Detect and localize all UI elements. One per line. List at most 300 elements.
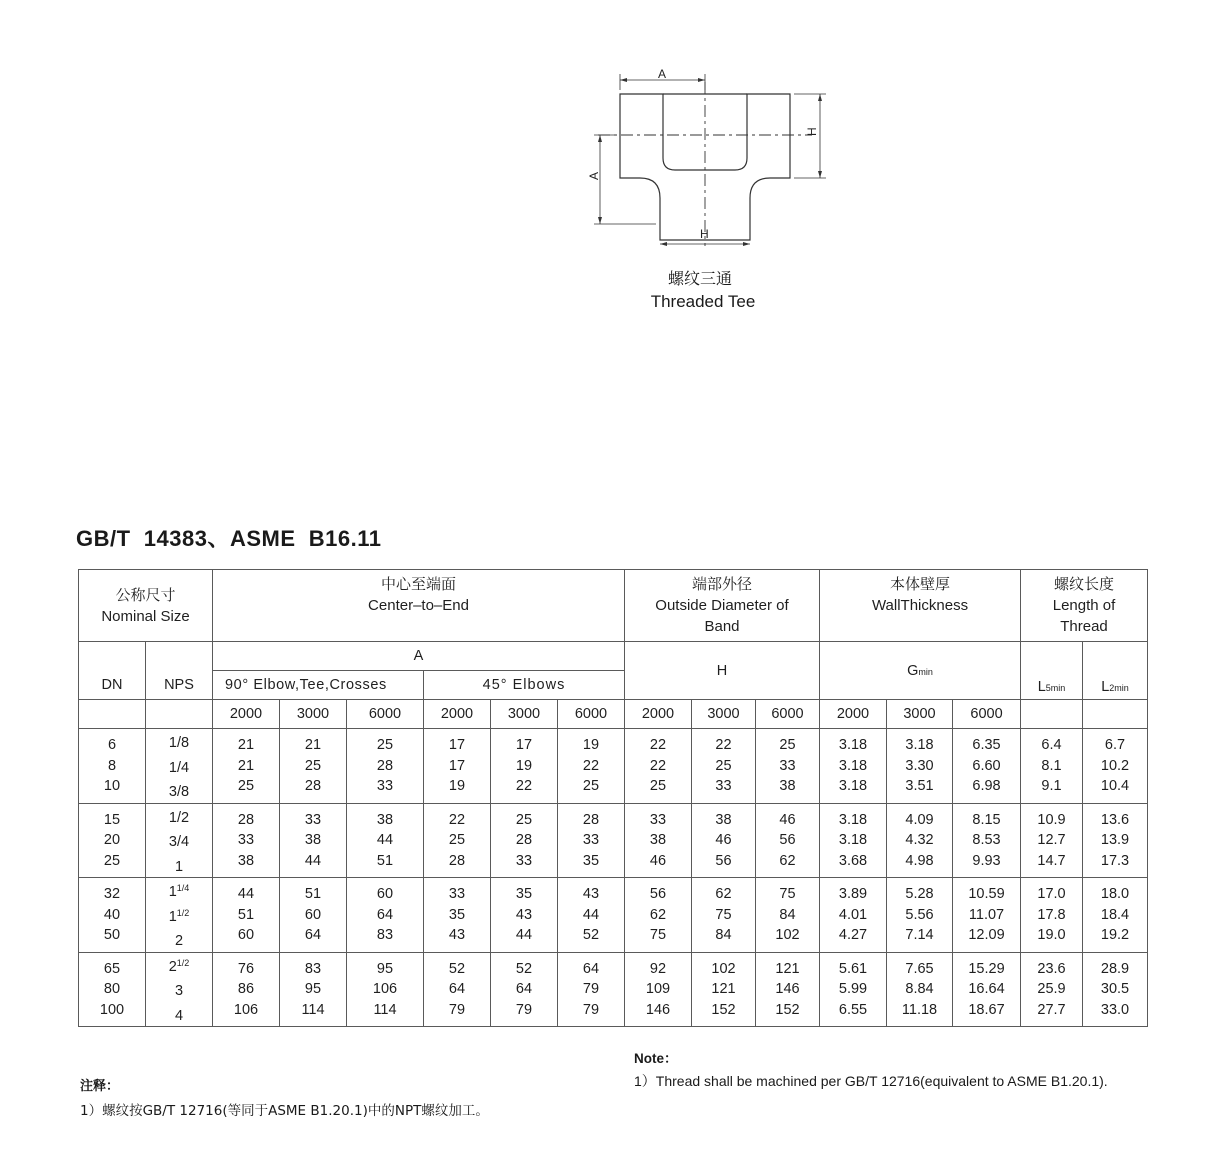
l2-subscript: 2min (1109, 683, 1129, 693)
header-wall-cn: 本体壁厚 (890, 575, 951, 593)
cell-g-3000 (887, 729, 953, 804)
cell-h-6000 (756, 729, 820, 804)
cell-g-2000 (820, 878, 887, 953)
cell-a90-2000 (213, 952, 280, 1027)
nps-value (146, 878, 212, 903)
value: 17 (515, 737, 533, 753)
value: 79 (515, 1001, 533, 1018)
header-g-min (820, 642, 1021, 700)
value: 18.4 (1100, 906, 1130, 923)
cell-nps (146, 803, 213, 878)
value: 121 (775, 960, 800, 977)
cell-dn (79, 729, 146, 804)
value: 27.7 (1037, 1001, 1066, 1018)
value: 64 (376, 906, 394, 923)
value: 22 (582, 757, 600, 774)
value: 106 (233, 1001, 259, 1018)
cell-a90-6000 (347, 952, 424, 1027)
class-header: 2000 (424, 700, 491, 729)
value: 62 (649, 906, 667, 923)
value: 114 (373, 1001, 397, 1018)
value: 8.53 (972, 832, 1001, 848)
class-header: 2000 (213, 700, 280, 729)
header-wall-thickness (820, 570, 1021, 642)
value: 109 (645, 981, 671, 997)
header-elbow-45: 45° Elbows (424, 671, 625, 700)
value: 33 (237, 832, 255, 848)
value: 11.18 (901, 1001, 938, 1018)
cell-a45-3000 (491, 878, 558, 953)
nps-fraction: 1/2 (176, 957, 190, 968)
value: 4.09 (905, 811, 934, 828)
value: 64 (515, 981, 533, 997)
l2-letter: L (1101, 679, 1110, 695)
value: 22 (448, 811, 466, 828)
note-heading-chinese: 注释： (80, 1079, 120, 1094)
value: 15.29 (968, 960, 1005, 977)
value: 76 (237, 960, 255, 977)
value: 9.1 (1041, 778, 1062, 794)
value: 7.14 (905, 927, 934, 943)
nps-whole: 1/4 (168, 759, 190, 776)
class-header: 2000 (625, 700, 692, 729)
value: 51 (304, 886, 322, 902)
cell-l5 (1021, 878, 1083, 953)
cell-dn (79, 803, 146, 878)
value: 9.93 (972, 852, 1001, 869)
cell-a90-3000 (280, 803, 347, 878)
value: 7.65 (905, 960, 934, 977)
class-empty-l5 (1021, 700, 1083, 729)
cell-h-3000 (692, 803, 756, 878)
cell-g-6000 (953, 952, 1021, 1027)
cell-h-6000 (756, 803, 820, 878)
value: 38 (376, 811, 394, 828)
value: 28 (304, 778, 322, 794)
header-nps: NPS (146, 642, 213, 700)
value: 6.35 (972, 737, 1001, 753)
class-header: 6000 (558, 700, 625, 729)
value: 28.9 (1100, 960, 1130, 977)
cell-h-6000 (756, 952, 820, 1027)
value: 4.98 (905, 852, 934, 869)
value: 121 (711, 981, 736, 997)
cell-a90-3000 (280, 952, 347, 1027)
note-heading-english: Note： (634, 1051, 678, 1066)
value: 83 (304, 960, 322, 977)
value: 146 (775, 981, 800, 997)
value: 10.2 (1100, 757, 1130, 774)
cell-a45-3000 (491, 803, 558, 878)
value: 21 (237, 737, 255, 753)
value: 17.8 (1037, 906, 1066, 923)
value: 3.18 (905, 737, 934, 753)
cell-g-2000 (820, 729, 887, 804)
cell-h-2000 (625, 803, 692, 878)
value: 51 (376, 852, 394, 869)
class-header: 6000 (347, 700, 424, 729)
dim-a-left-label: A (587, 171, 601, 180)
value: 25 (304, 757, 322, 774)
nps-value (146, 729, 212, 754)
value: 114 (301, 1001, 325, 1018)
value: 152 (775, 1001, 800, 1018)
value: 43 (448, 927, 466, 943)
value: 65 (103, 960, 121, 977)
value: 22 (515, 778, 533, 794)
value: 5.99 (838, 981, 868, 997)
value: 13.6 (1100, 811, 1130, 828)
value: 62 (779, 852, 796, 869)
value: 84 (715, 927, 732, 943)
caption-english: Threaded Tee (650, 292, 756, 311)
cell-a45-3000 (491, 729, 558, 804)
value: 6.7 (1104, 737, 1126, 753)
value: 46 (779, 811, 796, 828)
header-outside-diameter (625, 570, 820, 642)
cell-l2 (1083, 878, 1148, 953)
value: 79 (448, 1001, 466, 1018)
header-a: A (213, 642, 625, 671)
cell-a90-2000 (213, 803, 280, 878)
cell-g-6000 (953, 803, 1021, 878)
cell-dn (79, 952, 146, 1027)
value: 19.0 (1037, 927, 1066, 943)
cell-g-2000 (820, 952, 887, 1027)
nps-whole: 4 (174, 1007, 184, 1024)
value: 152 (711, 1001, 736, 1018)
value: 28 (376, 757, 394, 774)
value: 30.5 (1100, 981, 1130, 997)
value: 52 (582, 927, 600, 943)
value: 4.01 (838, 906, 868, 923)
size-group-row (79, 878, 1148, 953)
value: 4.32 (905, 832, 934, 848)
cell-l2 (1083, 952, 1148, 1027)
value: 25 (582, 778, 600, 794)
cell-g-3000 (887, 803, 953, 878)
nps-fraction: 1/2 (176, 907, 190, 918)
class-header: 3000 (887, 700, 953, 729)
header-center-to-end (213, 570, 625, 642)
nps-whole: 2 (168, 958, 177, 975)
value: 28 (237, 811, 255, 828)
value: 64 (304, 927, 322, 943)
header-thread-cn: 螺纹长度 (1054, 575, 1115, 593)
value: 60 (376, 886, 394, 902)
value: 75 (649, 927, 667, 943)
value: 28 (515, 832, 533, 848)
header-wall-en: WallThickness (871, 597, 969, 614)
value: 92 (649, 960, 667, 977)
nps-value (146, 804, 212, 829)
value: 25 (103, 852, 121, 869)
cell-a90-2000 (213, 878, 280, 953)
cell-dn (79, 878, 146, 953)
class-empty-dn (79, 700, 146, 729)
value: 46 (649, 852, 667, 869)
value: 8.15 (972, 811, 1001, 828)
value: 33 (649, 811, 667, 828)
header-dn: DN (79, 642, 146, 700)
value: 21 (304, 737, 322, 753)
header-nominal-en: Nominal Size (101, 607, 190, 625)
value: 33 (304, 811, 322, 828)
value: 44 (304, 852, 322, 869)
dim-a-top-label: A (658, 67, 667, 81)
cell-nps (146, 878, 213, 953)
value: 35 (582, 852, 600, 869)
cell-h-3000 (692, 878, 756, 953)
value: 22 (715, 737, 732, 753)
cell-g-3000 (887, 952, 953, 1027)
value: 38 (715, 811, 732, 828)
value: 33 (582, 832, 600, 848)
value: 5.56 (905, 906, 934, 923)
value: 8.84 (905, 981, 934, 997)
header-outside-cn: 端部外径 (691, 575, 752, 593)
header-thread-length (1021, 570, 1148, 642)
header-h: H (625, 642, 820, 700)
value: 25 (376, 737, 394, 753)
value: 5.61 (838, 960, 868, 977)
class-header: 3000 (280, 700, 347, 729)
note-text-english: 1）Thread shall be machined per GB/T 12716(equivalent to ASME B1.20.1). (634, 1073, 1108, 1089)
cell-g-6000 (953, 878, 1021, 953)
value: 4.27 (838, 927, 868, 943)
nps-whole: 3/4 (168, 834, 190, 850)
value: 3.18 (838, 778, 868, 794)
value: 33 (779, 757, 796, 774)
value: 19 (582, 737, 600, 753)
cell-a45-2000 (424, 952, 491, 1027)
value: 21 (237, 757, 255, 774)
value: 25 (715, 757, 732, 774)
value: 17 (448, 737, 466, 753)
value: 86 (237, 981, 255, 997)
value: 14.7 (1037, 852, 1066, 869)
value: 17.0 (1037, 886, 1066, 902)
cell-l2 (1083, 803, 1148, 878)
value: 32 (103, 886, 121, 902)
cell-a45-6000 (558, 952, 625, 1027)
nps-whole: 2 (174, 933, 184, 949)
cell-a45-6000 (558, 878, 625, 953)
class-header: 3000 (491, 700, 558, 729)
nps-value (146, 828, 212, 853)
value: 38 (237, 852, 255, 869)
nps-value (146, 903, 212, 928)
nps-value (146, 953, 212, 978)
value: 17.3 (1100, 852, 1130, 869)
nps-whole: 3/8 (168, 784, 190, 800)
cell-g-2000 (820, 803, 887, 878)
header-center-cn: 中心至端面 (380, 575, 456, 593)
value: 33 (515, 852, 533, 869)
value: 100 (99, 1001, 125, 1018)
value: 79 (582, 1001, 600, 1018)
value: 19.2 (1100, 927, 1130, 943)
class-header: 3000 (692, 700, 756, 729)
l5-letter: L (1037, 679, 1046, 695)
nps-fraction: 1/4 (176, 883, 190, 893)
cell-a45-2000 (424, 803, 491, 878)
dim-h-right-label: H (805, 127, 819, 136)
value: 33 (376, 778, 394, 794)
value: 3.18 (838, 757, 868, 774)
value: 56 (779, 832, 796, 848)
value: 6.60 (972, 757, 1001, 774)
cell-a90-3000 (280, 878, 347, 953)
cell-g-6000 (953, 729, 1021, 804)
cell-l2 (1083, 729, 1148, 804)
value: 28 (448, 852, 466, 869)
value: 6.98 (972, 778, 1001, 794)
value: 50 (103, 927, 121, 943)
value: 5.28 (905, 886, 934, 902)
value: 60 (304, 906, 322, 923)
size-group-row (79, 952, 1148, 1027)
cell-a90-6000 (347, 878, 424, 953)
nps-value (146, 977, 212, 1002)
cell-a90-6000 (347, 803, 424, 878)
cell-a90-3000 (280, 729, 347, 804)
nps-value (146, 754, 212, 779)
value: 22 (649, 757, 667, 774)
header-nominal-cn: 公称尺寸 (115, 585, 176, 604)
nps-whole: 1 (168, 908, 177, 925)
cell-a45-2000 (424, 729, 491, 804)
value: 28 (582, 811, 600, 828)
value: 75 (779, 886, 796, 902)
value: 64 (582, 960, 600, 977)
value: 25 (515, 811, 533, 828)
value: 102 (775, 927, 800, 943)
nps-whole: 3 (174, 983, 184, 999)
value: 12.7 (1037, 832, 1066, 848)
value: 10.59 (968, 886, 1005, 902)
nps-value (146, 1002, 212, 1027)
value: 6 (107, 737, 117, 753)
value: 84 (779, 906, 796, 923)
value: 18.67 (968, 1001, 1005, 1018)
cell-h-3000 (692, 729, 756, 804)
caption-chinese: 螺纹三通 (667, 269, 732, 288)
value: 15 (103, 811, 121, 828)
standard-title: GB/T 14383、ASME B16.11 (76, 526, 382, 551)
dim-h-bottom-label: H (700, 227, 709, 241)
nps-whole: 1 (174, 858, 184, 875)
value: 23.6 (1037, 960, 1066, 977)
cell-a45-6000 (558, 803, 625, 878)
value: 79 (582, 981, 600, 997)
value: 3.30 (905, 757, 934, 774)
value: 3.51 (905, 778, 934, 794)
class-empty-nps (146, 700, 213, 729)
value: 38 (779, 778, 796, 794)
value: 51 (237, 906, 255, 923)
value: 52 (448, 960, 466, 977)
value: 60 (237, 927, 255, 943)
value: 146 (645, 1001, 671, 1018)
cell-a90-2000 (213, 729, 280, 804)
value: 25 (448, 832, 466, 848)
cell-h-6000 (756, 878, 820, 953)
cell-h-2000 (625, 878, 692, 953)
nps-value (146, 927, 212, 952)
value: 44 (237, 886, 255, 902)
value: 11.07 (968, 906, 1005, 923)
value: 64 (448, 981, 466, 997)
value: 8.1 (1041, 757, 1062, 774)
header-nominal-size (79, 570, 213, 642)
value: 12.09 (968, 927, 1005, 943)
value: 35 (515, 886, 533, 902)
note-text-chinese: 1）螺纹按GB/T 12716(等同于ASME B1.20.1)中的NPT螺纹加工。 (80, 1103, 489, 1119)
value: 19 (515, 757, 533, 774)
nps-value (146, 853, 212, 878)
cell-a90-6000 (347, 729, 424, 804)
header-thread-en1: Length of (1052, 597, 1116, 614)
value: 38 (649, 832, 667, 848)
value: 8 (107, 757, 117, 774)
g-subscript: min (918, 666, 933, 677)
value: 13.9 (1100, 832, 1130, 848)
value: 19 (448, 778, 466, 794)
dimension-table (78, 569, 1148, 1027)
cell-h-2000 (625, 729, 692, 804)
value: 3.68 (838, 852, 868, 869)
nps-whole: 1 (168, 884, 177, 900)
size-group-row (79, 803, 1148, 878)
value: 3.89 (838, 886, 868, 902)
value: 20 (103, 832, 121, 848)
header-thread-en2: Thread (1060, 618, 1108, 635)
class-header: 2000 (820, 700, 887, 729)
value: 75 (715, 906, 732, 923)
header-center-en: Center–to–End (368, 597, 469, 614)
value: 102 (711, 960, 736, 977)
cell-nps (146, 952, 213, 1027)
value: 56 (649, 886, 667, 902)
value: 40 (103, 906, 121, 923)
value: 44 (515, 927, 533, 943)
class-empty-l2 (1083, 700, 1148, 729)
nps-whole: 1/2 (168, 809, 190, 826)
value: 33 (448, 886, 466, 902)
value: 38 (304, 832, 322, 848)
value: 17 (448, 757, 466, 774)
cell-l5 (1021, 952, 1083, 1027)
value: 43 (582, 886, 600, 902)
value: 62 (715, 886, 732, 902)
value: 46 (715, 832, 732, 848)
value: 3.18 (838, 811, 868, 828)
value: 10 (103, 778, 121, 794)
value: 44 (376, 832, 394, 848)
header-l5 (1021, 642, 1083, 700)
value: 43 (515, 906, 533, 923)
cell-h-2000 (625, 952, 692, 1027)
cell-h-3000 (692, 952, 756, 1027)
nps-value (146, 778, 212, 803)
value: 33 (715, 778, 732, 794)
cell-l5 (1021, 729, 1083, 804)
class-header: 6000 (953, 700, 1021, 729)
value: 3.18 (838, 832, 868, 848)
value: 25 (779, 737, 796, 753)
nps-whole: 1/8 (168, 735, 190, 751)
